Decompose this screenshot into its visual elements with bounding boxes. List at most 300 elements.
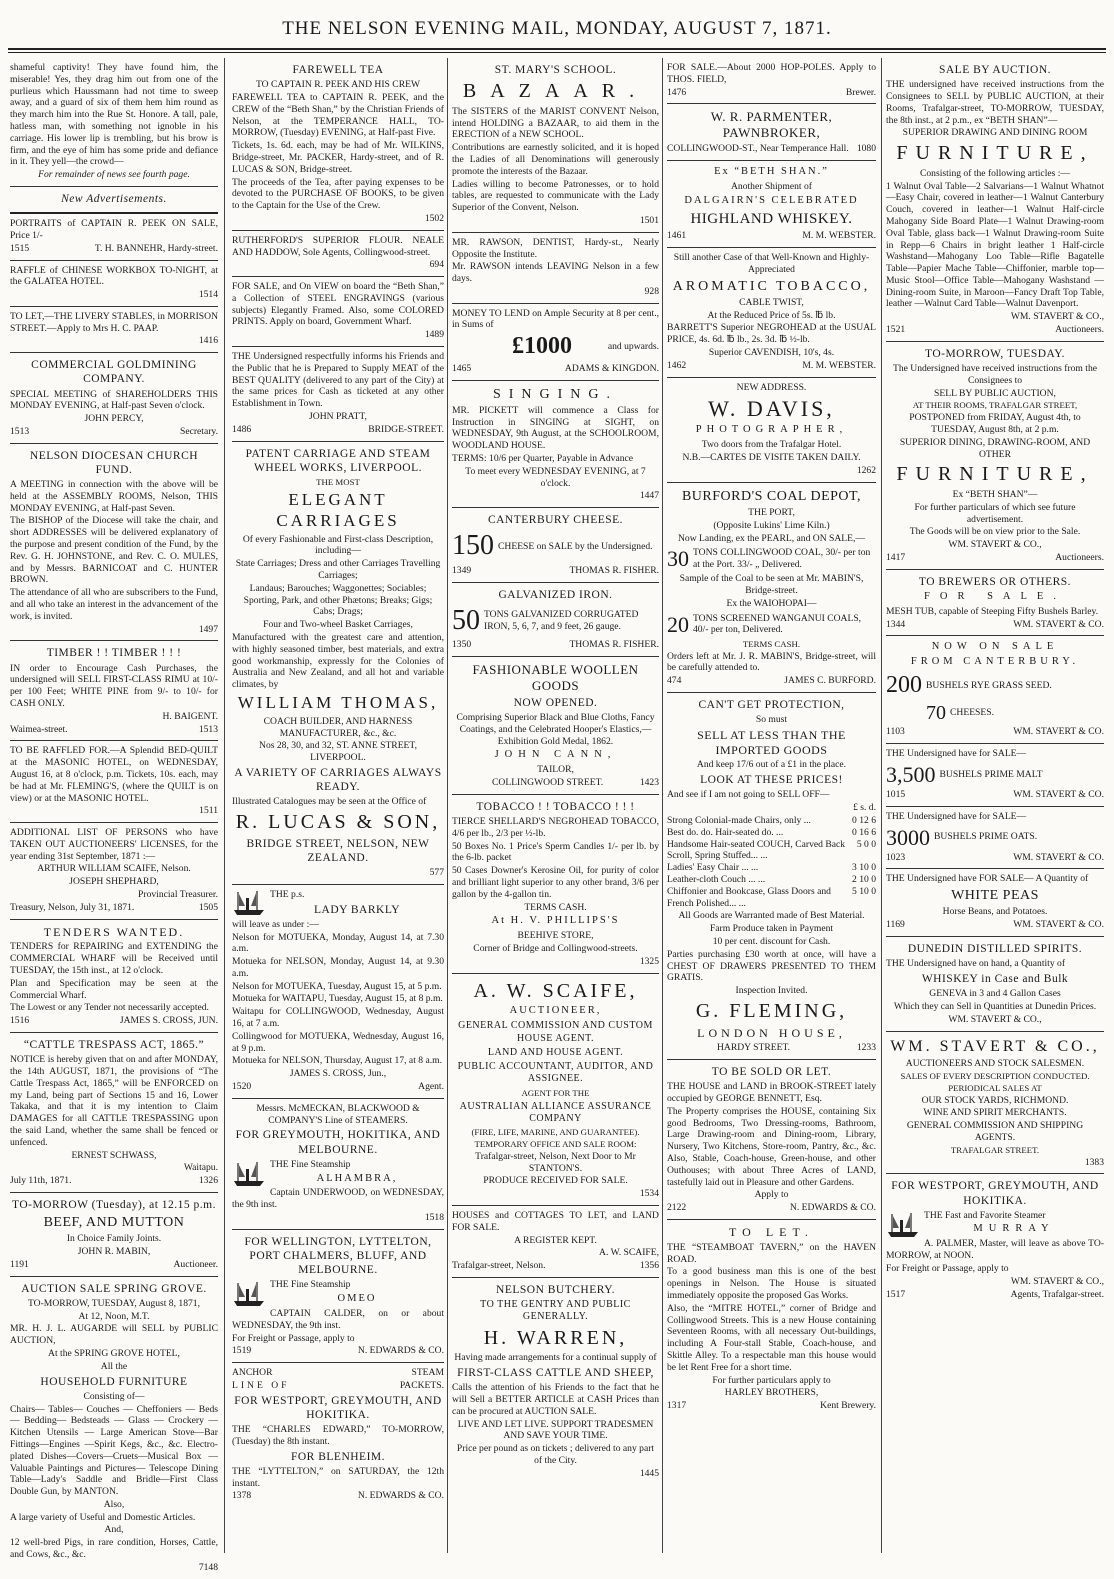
- ad-text: GENERAL COMMISSION AND SHIPPING AGENTS.: [906, 1120, 1084, 1143]
- ad-signature: T. H. BANNEHR, Hardy-street.: [94, 242, 218, 254]
- ad-text: Chairs— Tables— Couches — Cheffoniers — Beds— Bedding— Bedsteads — Glass — Crockery — Kitchen Utensils — Large American Stove—Bar Fittings—Engines —Spirit Kegs, &c., &c. Electro-plated Dishes—Covers—Cruets—Musical Box —Valuable Paintings and Pictures— Telescope Dining Table—Lady's Saddle and Bridle—First Class Double Gun, by MANTON.: [10, 1403, 218, 1498]
- ad-heading: NOW OPENED.: [513, 696, 598, 709]
- ad-heading: NEW ADDRESS.: [736, 381, 807, 393]
- ad-heading: FOR WESTPORT, GREYMOUTH, AND HOKITIKA.: [234, 1394, 442, 1421]
- ad-text: Comprising Superior Black and Blue Cloths, Fancy Coatings, and the Celebrated Hooper's Elastics,—Exhibition Gold Medal, 1862.: [456, 712, 655, 747]
- ad-title: H. WARREN,: [483, 1326, 628, 1349]
- ad-number: 1517: [886, 1288, 906, 1300]
- ad-heading: NOW ON SALE: [931, 641, 1059, 653]
- ad-text: THE Undersigned have for SALE—: [886, 810, 1027, 822]
- ad-text: The attendance of all who are subscribers to the Fund, and all who take an interest in the advancement of the work, is invited.: [10, 587, 218, 622]
- price-value: 3 10 0: [852, 862, 876, 874]
- ad-signature: M. M. WEBSTER.: [802, 359, 876, 371]
- price-value: 0 12 6: [852, 815, 876, 826]
- ad-number: 1521: [886, 324, 906, 336]
- ad-text: THE Undersigned have FOR SALE— A Quantity of: [886, 873, 1089, 885]
- ad-nelson-butchery: [452, 1278, 659, 1485]
- ad-text: PUBLIC ACCOUNTANT, AUDITOR, AND ASSIGNEE.: [457, 1061, 654, 1085]
- ad-signature: WM. STAVERT & CO.,: [1010, 1275, 1104, 1287]
- ad-signature: JAMES S. CROSS, JUN.: [119, 1015, 218, 1027]
- ad-number: 1344: [886, 618, 906, 630]
- ad-text: and upwards.: [607, 341, 659, 353]
- ad-text: A VARIETY OF CARRIAGES ALWAYS READY.: [234, 767, 442, 794]
- ad-text: NOTICE is hereby given that on and after MONDAY, the 14th AUGUST, 1871, the provisions of “The Cattle Trespass Act, 1865,” will be ENFORCED on my Land, being part of Sections 15 and 16, Lower Takaka, and that it is my intention to Claim DAMAGES for all CATTLE TRESPASSING upon the said Land, whether the same shall be fenced or unfenced.: [10, 1054, 218, 1148]
- ad-text: LONDON HOUSE,: [697, 1025, 846, 1040]
- ad-heading: FOR WESTPORT, GREYMOUTH, AND HOKITIKA.: [891, 1180, 1099, 1207]
- ad-houses-to-let: [452, 1206, 659, 1278]
- steamship-icon: [232, 888, 266, 918]
- ad-subheading: TO CAPTAIN R. PEEK AND HIS CREW: [255, 79, 421, 91]
- ad-number: 1520: [232, 1081, 252, 1093]
- ad-text: THE HOUSE and LAND in BROOK-STREET lately occupied by GEORGE BENNETT, Esq.: [667, 1081, 876, 1105]
- ad-heading: CAN'T GET PROTECTION,: [698, 699, 845, 712]
- ad-text: The Lowest or any Tender not necessarily accepted.: [10, 1002, 209, 1014]
- ad-text: CHEESES.: [950, 707, 994, 719]
- ad-number: 2122: [667, 1202, 687, 1214]
- ad-text: Trafalgar-street, Nelson, Next Door to Mr STANTON'S.: [475, 1150, 636, 1174]
- ad-number: 1513: [198, 723, 218, 735]
- ad-number: 1423: [639, 777, 659, 789]
- ad-text: MR. PICKETT will commence a Class for Instruction in SINGING at SIGHT, on WEDNESDAY, 9th August, at the SCHOOLROOM, WOODLAND HOUSE.: [452, 404, 659, 452]
- ad-title: HOUSEHOLD FURNITURE: [40, 1375, 188, 1388]
- ad-number: 577: [429, 866, 444, 878]
- ad-title: LADY BARKLY: [313, 903, 401, 916]
- ad-text: And see if I am not going to SELL OFF—: [667, 789, 830, 801]
- price-row: [667, 886, 876, 910]
- ad-number: 474: [667, 675, 682, 687]
- ad-number: 1416: [198, 335, 218, 347]
- price-row: [667, 815, 876, 827]
- ad-title: FASHIONABLE WOOLLEN GOODS: [472, 661, 639, 693]
- ad-heading: TO-MORROW, TUESDAY.: [925, 347, 1065, 360]
- ad-text: For further particulars apply to: [712, 1374, 831, 1386]
- ad-title: W. DAVIS,: [708, 396, 835, 422]
- ad-title: AROMATIC TOBACCO,: [672, 278, 871, 294]
- ad-number: 1534: [639, 1188, 659, 1200]
- ad-text: FOR SALE.: [924, 590, 1066, 602]
- ad-address: BRIDGE-STREET.: [368, 423, 444, 435]
- ad-text: FIRST-CLASS CATTLE AND SHEEP,: [457, 1367, 654, 1380]
- ad-rye-grass: [886, 636, 1104, 744]
- ad-title: LINE OF: [232, 1379, 290, 1391]
- ad-signature: WM. STAVERT & CO.: [1013, 726, 1104, 738]
- ad-text: To meet every WEDNESDAY EVENING, at 7 o'clock.: [465, 465, 646, 489]
- ad-number: 1356: [639, 1260, 659, 1272]
- ad-tobacco: [452, 795, 659, 974]
- ad-text: Mr. RAWSON intends LEAVING Nelson in a few days.: [452, 261, 659, 285]
- ad-role: Secretary.: [180, 425, 218, 437]
- ad-heading: TO-MORROW (Tuesday), at 12.15 p.m.: [12, 1198, 216, 1211]
- ad-flour: [232, 231, 444, 277]
- ad-text: For further particulars of which see future advertisement.: [914, 501, 1076, 525]
- ad-text: THE Fine Steamship: [270, 1279, 351, 1291]
- ad-to-let-tavern: [667, 1220, 876, 1417]
- ad-heading: FOR GREYMOUTH, HOKITIKA, AND MELBOURNE.: [235, 1129, 441, 1156]
- ad-text: LIVE AND LET LIVE. SUPPORT TRADESMEN AND SAVE YOUR TIME.: [457, 1418, 654, 1442]
- ad-heading: AUCTION SALE SPRING GROVE.: [21, 1282, 207, 1295]
- price-value: 5 10 0: [852, 885, 876, 897]
- ad-text: Also, the “MITRE HOTEL,” corner of Bridge and Collingwood Streets. This is a new House containing Seventeen Rooms, with all necessary Out-buildings, including A Four-stall Stable, Coach-house, and Skittle Alley. To a respectable man this house would be let Rent Free for a short time.: [667, 1302, 876, 1373]
- ad-signature: WM. STAVERT & CO.: [1013, 919, 1104, 931]
- ad-text: TO LET,—THE LIVERY STABLES, in MORRISON STREET.—Apply to Mrs H. C. PAAP.: [10, 310, 218, 334]
- ad-title: PACKETS.: [399, 1379, 444, 1391]
- ad-text: Captain UNDERWOOD, on WEDNESDAY, the 9th inst.: [232, 1187, 444, 1211]
- ad-number: 1417: [886, 551, 906, 563]
- ad-tomorrow-auction: [886, 342, 1104, 570]
- ad-quantity: 3000: [886, 824, 930, 850]
- price-row: [667, 839, 876, 863]
- ad-number: 1515: [10, 242, 30, 254]
- ad-text: Ladies willing to become Patronesses, or to hold tables, are requested to communicate with the Lady Superior of the Convent, Nelson.: [452, 178, 659, 214]
- ad-alhambra: [232, 1099, 444, 1230]
- steamship-icon: [232, 1159, 266, 1189]
- ad-text: CHEESE on SALE by the Undersigned.: [498, 540, 653, 552]
- ad-heading: SALE BY AUCTION.: [938, 64, 1052, 76]
- ad-signature: A. W. SCAIFE,: [599, 1247, 659, 1259]
- ad-date: July 11th, 1871.: [10, 1175, 72, 1187]
- ad-text: Superior CAVENDISH, 10's, 4s.: [708, 347, 835, 358]
- ad-title: WHISKEY in Case and Bulk: [921, 972, 1069, 985]
- ad-heading: COMMERCIAL GOLDMINING COMPANY.: [31, 359, 197, 386]
- ad-coal-depot: [667, 483, 876, 693]
- ad-text: BARRETT'S Superior NEGROHEAD at the USUAL PRICE, 4s. 6d. ℔ lb., 2s. 3d. ℔ ½-lb.: [667, 322, 876, 346]
- ad-title: STEAM: [411, 1367, 444, 1379]
- ad-number: 1489: [424, 329, 444, 341]
- ad-role: Auctioneer.: [173, 1258, 218, 1270]
- ad-text: THE “LYTTELTON,” on SATURDAY, the 12th instant.: [232, 1465, 444, 1489]
- ad-number: 1462: [667, 359, 687, 371]
- ad-text: 50 Cases Downer's Kerosine Oil, for purity of color and brilliant light superior to any other brand, 3/6 per gallon by the 4-gallon tin.: [452, 865, 659, 900]
- ad-text: PORTRAITS of CAPTAIN R. PEEK ON SALE, Price 1/-: [10, 218, 218, 241]
- ad-text: TERMS: 10/6 per Quarter, Payable in Advance: [452, 453, 634, 464]
- ad-dentist: [452, 233, 659, 304]
- ad-title: OMEO: [337, 1293, 377, 1305]
- ad-text: Inspection Invited.: [735, 985, 808, 997]
- ad-stavert-agents: [886, 1032, 1104, 1175]
- ad-text: TO THE GENTRY AND PUBLIC GENERALLY.: [480, 1299, 631, 1323]
- ad-quantity: 200: [886, 672, 922, 699]
- ad-text: Horse Beans, and Potatoes.: [942, 906, 1048, 918]
- ad-signature: JOHN PERCY,: [84, 413, 144, 425]
- price-row: [667, 874, 876, 886]
- news-text: shameful captivity! They have found him, the miserable! Yes, they drag him out from one of the purlieus which Haussmann had not time to sweep away, and a guard of six of them hem him round as they march him into the Rue St. Honore. A tall, pale, hatless man, with something not ignoble in his carriage. His lower lip is trembling, but his brow is firm, and the eye of him has some pride and defiance in it. They yell—the crowd—: [10, 62, 218, 168]
- ad-text: COACH BUILDER, AND HARNESS MANUFACTURER, &c., &c.: [263, 715, 413, 739]
- ad-hop-poles: [667, 58, 876, 104]
- ad-text: BUSHELS PRIME MALT: [939, 768, 1043, 780]
- ad-dunedin-spirits: [886, 937, 1104, 1031]
- masthead-rule-thin: [8, 52, 1106, 53]
- ad-number: 1191: [10, 1258, 29, 1270]
- ad-number: 1447: [639, 490, 659, 502]
- ad-heading: TO LET.: [729, 1225, 814, 1239]
- ad-omeo: [232, 1230, 444, 1363]
- ad-title: ANCHOR: [232, 1367, 273, 1379]
- ad-text: Ex “BETH SHAN”—: [952, 489, 1038, 500]
- price-item: Handsome Hair-seated COUCH, Carved Back Scroll, Spring Stuffed... ...: [667, 838, 846, 862]
- ad-text: THE Undersigned have on hand, a Quantity of: [886, 958, 1066, 970]
- ad-text: BEEHIVE STORE,: [517, 930, 594, 942]
- ad-number: 1476: [667, 86, 687, 98]
- ad-number: 1516: [10, 1015, 30, 1027]
- ad-heading: NELSON BUTCHERY.: [496, 1283, 615, 1296]
- ad-goldmining: [10, 353, 218, 443]
- ad-quantity: 30: [667, 546, 689, 572]
- ad-text: Consisting of the following articles :—: [919, 167, 1071, 179]
- ad-title: G. FLEMING,: [695, 999, 848, 1022]
- ad-lady-barkly: [232, 885, 444, 1099]
- price-value: 5 0 0: [856, 838, 876, 850]
- ad-text: MR. H. J. L. AUGARDE will SELL by PUBLIC AUCTION,: [10, 1323, 218, 1347]
- ad-text: TONS COLLINGWOOD COAL, 30/- per ton at the Port. 33/- „ Delivered.: [693, 547, 871, 570]
- ad-heading: “CATTLE TRESPASS ACT, 1865.”: [23, 1039, 205, 1051]
- ad-text: TENDERS for REPAIRING and EXTENDING the COMMERCIAL WHARF will be Received until TUESDAY, the 15th inst., at 12 o'clock.: [10, 941, 218, 977]
- ad-number: 1023: [886, 851, 906, 863]
- ad-text: 1 Walnut Oval Table—2 Salvarians—1 Walnut Whatnot—Easy Chair, covered in leather—1 Walnut Canterbury Couch, covered in leather—1 Walnut Half-circle Mahogany Side Board Plate—1 Walnut Drawing-room Oval Table, glass back—1 Walnut Drawing-room Suite in Repp—6 Chairs in bright leather 1 Half-circle Washstand—Mahogany Loo Table—Rifle Bagatelle Table—Papier Mache Table—Chiffonier, marble top—Music Stool—Office Table—Mahogany Washstand — Dining-room Suite, in Maroon—Fancy Draft Top Table, leather —Walnut Card Table—Walnut Davenport.: [886, 180, 1104, 310]
- ad-text: OUR STOCK YARDS, RICHMOND.: [921, 1094, 1069, 1106]
- ad-heading: TO BE SOLD OR LET.: [711, 1066, 832, 1079]
- ad-raffle-workbox: [10, 261, 218, 307]
- ad-text: THE Undersigned respectfully informs his Friends and the Public that he is Prepared to Supply MEAT of the BEST QUALITY (delivered to any part of the City) at the same prices for Cash as ticketed at any other Establishment in Town.: [232, 351, 444, 410]
- ad-number: 1350: [452, 639, 472, 651]
- ad-text: Also,: [103, 1498, 125, 1510]
- ad-text: Waitapu for COLLINGWOOD, Wednesday, August 16, at 7 a.m.: [232, 1006, 444, 1030]
- ad-anchor-line: [232, 1363, 444, 1507]
- ad-text: Orders left at Mr. J. R. MABIN'S, Bridge-street, will be carefully attended to.: [667, 650, 876, 674]
- ad-date: Treasury, Nelson, July 31, 1871.: [10, 901, 135, 913]
- ad-number: 1465: [452, 362, 472, 374]
- ad-title: BURFORD'S COAL DEPOT,: [681, 488, 862, 504]
- ad-text: IN order to Encourage Cash Purchases, the undersigned will SELL FIRST-CLASS RIMU at 10/- per 100 Feet; WHITE PINE from 9/- to 10/- for CASH ONLY.: [10, 662, 218, 709]
- price-item: Leather-cloth Couch ... ...: [667, 873, 766, 885]
- ad-portraits: [10, 214, 218, 260]
- ad-number: 1325: [639, 955, 659, 967]
- ad-beef-mutton: [10, 1193, 218, 1277]
- price-list: [667, 815, 876, 909]
- price-row: [667, 862, 876, 874]
- ad-text: (FIRE, LIFE, MARINE, AND GUARANTEE).: [471, 1127, 640, 1138]
- ad-heading: NELSON DIOCESAN CHURCH FUND.: [29, 449, 199, 476]
- price-item: Strong Colonial-made Chairs, only ...: [667, 815, 811, 826]
- ad-title: W. R. PARMENTER, PAWNBROKER,: [710, 109, 833, 141]
- news-continuation: [10, 58, 218, 187]
- ad-title: JOHN CANN,: [494, 749, 617, 761]
- ad-signature: WM. STAVERT & CO.: [1013, 618, 1104, 630]
- ad-text: SELL BY PUBLIC AUCTION,: [934, 387, 1056, 399]
- ad-text: A. PALMER, Master, will leave as above TO-MORROW, at NOON.: [886, 1238, 1104, 1262]
- ad-role: Agent.: [418, 1081, 444, 1093]
- ad-signature: THOMAS R. FISHER.: [569, 639, 659, 651]
- ad-text: And keep 17/6 out of a £1 in the place.: [696, 759, 847, 771]
- ad-heading: GALVANIZED IRON.: [498, 588, 613, 601]
- ad-title: A. W. SCAIFE,: [473, 979, 638, 1002]
- ad-church-fund: [10, 444, 218, 642]
- ad-role: Provincial Treasurer.: [138, 889, 218, 901]
- ad-heading: Ex “BETH SHAN.”: [714, 166, 829, 178]
- ad-text: Plan and Specification may be seen at the Commercial Wharf.: [10, 977, 218, 1001]
- ad-title: FURNITURE,: [896, 142, 1094, 165]
- ad-quantity: 20: [667, 611, 689, 637]
- ad-text: FROM CANTERBURY.: [910, 656, 1080, 668]
- ad-protection-sale: [667, 693, 876, 1060]
- ad-heading: FAREWELL TEA: [292, 64, 384, 76]
- ad-text: Now Landing, ex the PEARL, and ON SALE,—: [677, 532, 866, 544]
- ad-address: HARDY STREET.: [717, 1042, 791, 1054]
- ad-heading: CANTERBURY CHEESE.: [487, 514, 624, 527]
- ad-text: Contributions are earnestly solicited, and it is hoped the Ladies of all Denominations will generously promote the interests of the Bazaar.: [452, 142, 659, 177]
- ad-number: 1169: [886, 919, 905, 931]
- ad-heading: LOOK AT THESE PRICES!: [700, 774, 843, 787]
- new-ads-heading: New Advertisements.: [61, 192, 167, 205]
- ad-pawnbroker: [667, 104, 876, 161]
- ad-signature: THOMAS R. FISHER.: [569, 564, 659, 576]
- ad-tenders: [10, 920, 218, 1033]
- ad-quantity: 70: [926, 701, 946, 724]
- ad-signature: ADAMS & KINGDON.: [564, 362, 659, 374]
- ad-text: At H. V. PHILLIPS'S: [491, 915, 620, 927]
- price-item: Chiffonier and Bookcase, Glass Doors and French Polished... ...: [667, 885, 831, 909]
- ad-number: 1514: [198, 289, 218, 301]
- ad-text: WINE AND SPIRIT MERCHANTS.: [923, 1107, 1067, 1119]
- ad-address: COLLINGWOOD STREET.: [492, 777, 604, 789]
- ad-text: DALGAIRN'S CELEBRATED: [684, 194, 859, 206]
- ad-number: 7148: [198, 1561, 218, 1573]
- steamship-icon: [232, 1279, 266, 1309]
- ad-title: BAZAAR.: [462, 80, 649, 103]
- ad-auctioneers-licenses: [10, 823, 218, 920]
- ad-address: COLLINGWOOD-ST., Near Temperance Hall.: [667, 143, 849, 155]
- ad-address: Agents, Trafalgar-street.: [1010, 1288, 1104, 1300]
- ad-text: BUSHELS PRIME OATS.: [934, 831, 1038, 843]
- steamship-icon: [886, 1210, 920, 1240]
- ad-text: In Choice Family Joints.: [66, 1233, 162, 1245]
- ad-text: Farm Produce taken in Payment: [709, 923, 834, 935]
- ad-number: 1080: [856, 143, 876, 155]
- ad-signature: WM. STAVERT & CO.: [1013, 788, 1104, 800]
- ad-meat: [232, 347, 444, 442]
- ad-text: A REGISTER KEPT.: [514, 1234, 597, 1246]
- ad-role: Brewer.: [845, 86, 876, 98]
- ad-text: Parties purchasing £30 worth at once, will have a CHEST OF DRAWERS PRESENTED TO THEM GRATIS.: [667, 948, 876, 984]
- ad-number: 1513: [10, 425, 30, 437]
- section-heading: [10, 187, 218, 214]
- ad-text: So must: [755, 714, 788, 726]
- ad-text: CABLE TWIST,: [739, 296, 804, 308]
- ad-number: 1233: [856, 1042, 876, 1054]
- ad-text: N.B.—CARTES DE VISITE TAKEN DAILY.: [682, 452, 861, 464]
- ad-text: Tickets, 1s. 6d. each, may be had of Mr. WILKINS, Bridge-street, Mr. PACKER, Hardy-street, and of R. LUCAS & SON, Bridge-street.: [232, 140, 444, 175]
- ad-signature: M. M. WEBSTER.: [802, 230, 876, 242]
- ad-text: HOUSES and COTTAGES TO LET, and LAND FOR SALE.: [452, 1209, 659, 1233]
- ad-heading: FOR WELLINGTON, LYTTELTON, PORT CHALMERS, BLUFF, AND MELBOURNE.: [244, 1235, 432, 1277]
- ad-timber: [10, 641, 218, 741]
- ad-text: Landaus; Barouches; Waggonettes; Sociables; Sporting, Park, and other Phætons; Breaks; Gigs; Cabs; Drags;: [243, 582, 433, 618]
- ad-text: Of every Fashionable and First-class Description, including—: [242, 533, 434, 557]
- ad-address: Kent Brewery.: [820, 1400, 876, 1412]
- ad-title: WM. STAVERT & CO.,: [890, 1037, 1100, 1055]
- ad-text: TEMPORARY OFFICE AND SALE ROOM:: [474, 1138, 637, 1149]
- column-divider: [224, 58, 225, 1553]
- ad-number: 1502: [424, 212, 444, 224]
- ad-text: Still another Case of that Well-Known and Highly-Appreciated: [673, 252, 870, 275]
- ad-signature: N. EDWARDS & CO.: [357, 1345, 444, 1357]
- ad-text: AUCTIONEERS AND STOCK SALESMEN.: [905, 1058, 1085, 1070]
- ad-text: AUSTRALIAN ALLIANCE ASSURANCE COMPANY: [459, 1100, 652, 1124]
- column-1: [10, 58, 218, 1573]
- ad-quantity: 50: [452, 604, 480, 636]
- ad-number: 928: [644, 285, 659, 297]
- ad-heading: TOBACCO ! ! TOBACCO ! ! !: [476, 800, 635, 813]
- ad-role: Auctioneers.: [1055, 324, 1104, 336]
- ad-text: LAND AND HOUSE AGENT.: [487, 1046, 624, 1058]
- ad-galvanized-iron: [452, 583, 659, 657]
- ad-text: TIERCE SHELLARD'S NEGROHEAD TOBACCO, 4/6 per lb., 2/3 per ½-lb.: [452, 816, 659, 839]
- ad-text: At 12, Noon, M.T.: [78, 1310, 150, 1322]
- ad-title: HIGHLAND WHISKEY.: [690, 210, 853, 227]
- ad-text: POSTPONED from FRIDAY, August 4th, to TUESDAY, August 8th, at 2 p.m.: [909, 412, 1081, 436]
- ad-text: THE Fine Steamship: [270, 1158, 351, 1170]
- ad-house-sale: [667, 1060, 876, 1220]
- ad-text: The Undersigned have received instructions from the Consignees to: [892, 363, 1098, 386]
- ad-text: A MEETING in connection with the above will be held at the ASSEMBLY ROOMS, Nelson, THIS MONDAY EVENING, at Half-past Seven.: [10, 479, 218, 514]
- ad-text: Motueka for NELSON, Monday, August 14, at 9.30 a.m.: [232, 956, 444, 979]
- ad-text: State Carriages; Dress and other Carriages Travelling Carriages;: [235, 558, 441, 581]
- ad-number: 1349: [452, 564, 472, 576]
- ad-signature: N. EDWARDS & CO.: [789, 1202, 876, 1214]
- ad-address: TRAFALGAR STREET.: [950, 1144, 1040, 1155]
- ad-text: Which they can Sell in Quantities at Dunedin Prices.: [893, 1000, 1097, 1012]
- ad-text: 12 well-bred Pigs, in rare condition, Horses, Cattle, and Cows, &c., &c.: [10, 1537, 218, 1561]
- ad-text: THE p.s.: [270, 888, 305, 900]
- ad-number: 1326: [198, 1175, 218, 1187]
- ad-text: For Freight or Passage, apply to: [886, 1262, 1009, 1274]
- ad-text: At the Reduced Price of 5s. ℔ lb.: [707, 309, 836, 321]
- ad-text: Corner of Bridge and Collingwood-streets.: [473, 943, 638, 955]
- ad-text: Nelson for MOTUEKA, Monday, August 14, at 7.30 a.m.: [232, 931, 444, 955]
- masthead-rule: [8, 48, 1106, 50]
- ad-address: Waitapu.: [183, 1162, 218, 1174]
- ad-text: BRIDGE STREET, NELSON, NEW ZEALAND.: [246, 837, 430, 864]
- ad-heading: ST. MARY'S SCHOOL.: [494, 64, 617, 76]
- ad-scaife-agent: [452, 974, 659, 1206]
- ad-heading: TO BREWERS OR OTHERS.: [918, 575, 1072, 588]
- ad-number: 1383: [1084, 1156, 1104, 1168]
- ad-aromatic-tobacco: [667, 248, 876, 378]
- ad-text: AUCTIONEER,: [509, 1005, 602, 1017]
- ad-number: 1461: [667, 230, 687, 242]
- ad-text: TERMS CASH.: [742, 638, 801, 649]
- ad-text: SUPERIOR DINING, DRAWING-ROOM, AND OTHER: [899, 436, 1091, 460]
- ad-text: 10 per cent. discount for Cash.: [712, 935, 831, 947]
- ad-text: All Goods are Warranted made of Best Material.: [678, 910, 865, 922]
- ad-text: BUSHELS RYE GRASS SEED.: [926, 680, 1052, 692]
- ad-text: THE “STEAMBOAT TAVERN,” on the HAVEN ROAD.: [667, 1241, 876, 1265]
- ad-title: SELL AT LESS THAN THE IMPORTED GOODS: [697, 727, 846, 757]
- ad-text: MONEY TO LEND on Ample Security at 8 per cent., in Sums of: [452, 307, 659, 331]
- ad-number: 1445: [639, 1467, 659, 1479]
- ad-number: 1501: [639, 214, 659, 226]
- ad-carriages: [232, 442, 444, 885]
- ad-text: PERIODICAL SALES AT: [948, 1082, 1042, 1093]
- column-2: [232, 58, 444, 1553]
- ad-heading: FOR BLENHEIM.: [290, 1450, 386, 1463]
- ad-text: ARTHUR WILLIAM SCAIFE, Nelson.: [37, 863, 191, 875]
- ad-text: MESH TUB, capable of Steeping Fifty Bushels Barley.: [886, 605, 1099, 617]
- ad-text: RAFFLE of CHINESE WORKBOX TO-NIGHT, at the GALATEA HOTEL.: [10, 264, 218, 288]
- ad-signature: WM. STAVERT & CO.: [1013, 851, 1104, 863]
- ad-text: CAPTAIN CALDER, on or about WEDNESDAY, the 9th inst.: [232, 1307, 444, 1331]
- price-item: Best do. do. Hair-seated do. ...: [667, 826, 784, 838]
- ad-murray-steamer: [886, 1174, 1104, 1305]
